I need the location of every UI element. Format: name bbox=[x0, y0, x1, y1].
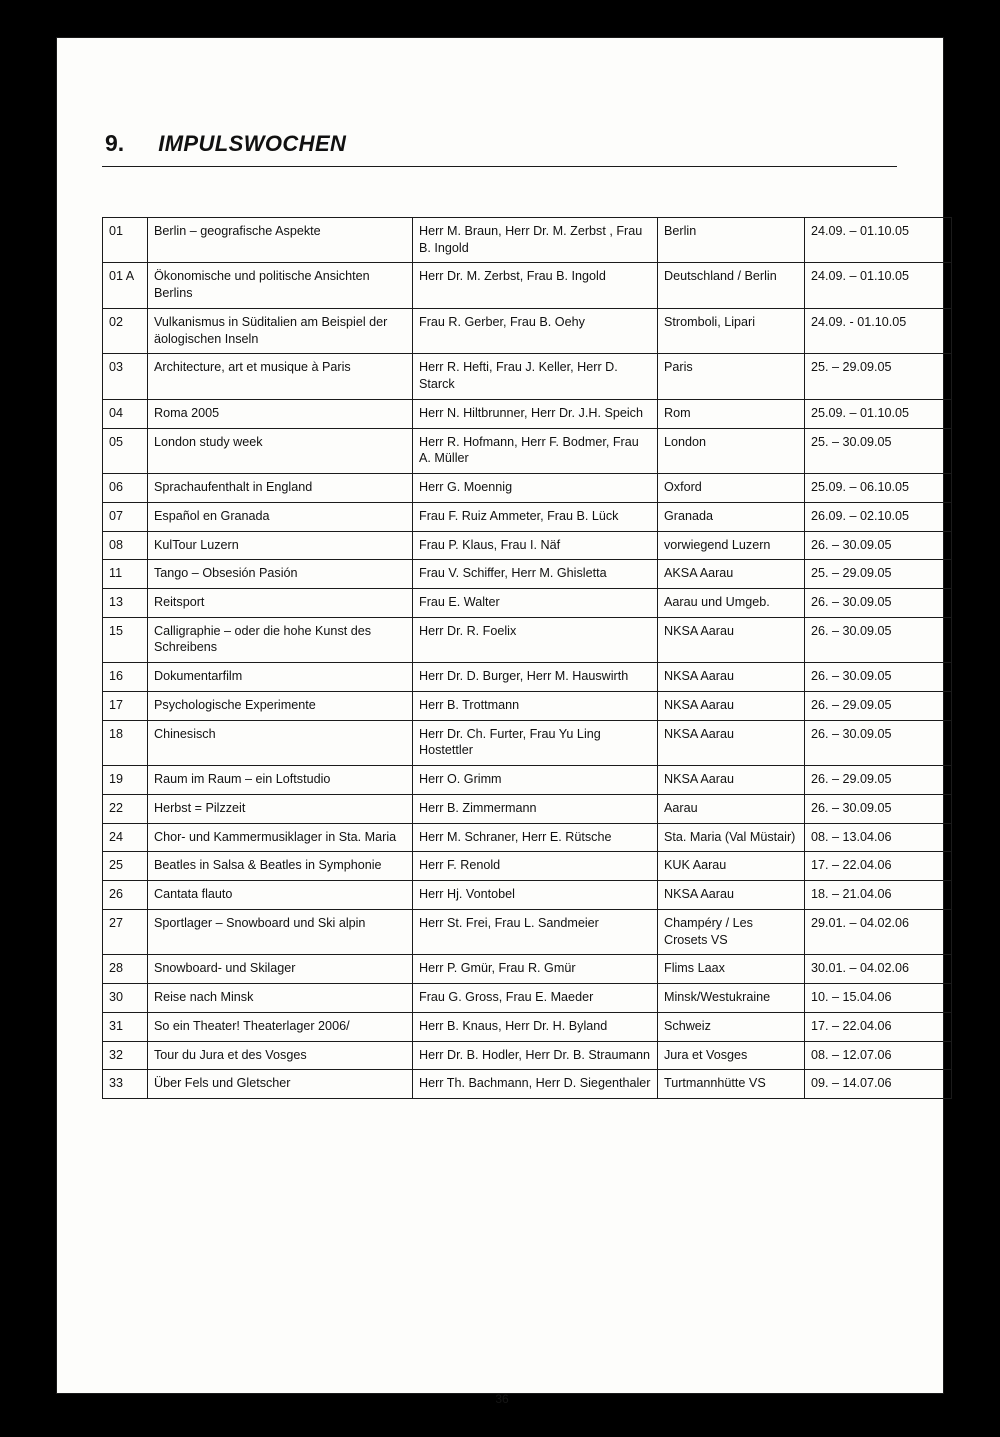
cell-location: Deutschland / Berlin bbox=[658, 263, 805, 308]
cell-number: 15 bbox=[103, 617, 148, 662]
table-row bbox=[103, 1070, 952, 1099]
cell-location: Aarau bbox=[658, 794, 805, 823]
cell-title: Psychologische Experimente bbox=[148, 691, 413, 720]
table-row bbox=[103, 984, 952, 1013]
cell-number: 22 bbox=[103, 794, 148, 823]
cell-date: 24.09. – 01.10.05 bbox=[805, 263, 952, 308]
cell-date: 25.09. – 01.10.05 bbox=[805, 399, 952, 428]
cell-location: Oxford bbox=[658, 474, 805, 503]
cell-leaders: Herr Dr. D. Burger, Herr M. Hauswirth bbox=[413, 663, 658, 692]
cell-leaders: Frau P. Klaus, Frau I. Näf bbox=[413, 531, 658, 560]
cell-number: 08 bbox=[103, 531, 148, 560]
cell-date: 26. – 30.09.05 bbox=[805, 531, 952, 560]
cell-date: 24.09. - 01.10.05 bbox=[805, 308, 952, 353]
cell-leaders: Herr St. Frei, Frau L. Sandmeier bbox=[413, 909, 658, 954]
cell-title: Raum im Raum – ein Loftstudio bbox=[148, 766, 413, 795]
cell-date: 26. – 29.09.05 bbox=[805, 691, 952, 720]
cell-location: London bbox=[658, 428, 805, 473]
cell-date: 25. – 30.09.05 bbox=[805, 428, 952, 473]
cell-location: Sta. Maria (Val Müstair) bbox=[658, 823, 805, 852]
cell-number: 07 bbox=[103, 502, 148, 531]
cell-title: Tour du Jura et des Vosges bbox=[148, 1041, 413, 1070]
table-row bbox=[103, 560, 952, 589]
cell-location: Schweiz bbox=[658, 1012, 805, 1041]
cell-location: Jura et Vosges bbox=[658, 1041, 805, 1070]
cell-date: 26.09. – 02.10.05 bbox=[805, 502, 952, 531]
cell-title: Reise nach Minsk bbox=[148, 984, 413, 1013]
cell-title: Snowboard- und Skilager bbox=[148, 955, 413, 984]
table-row bbox=[103, 1041, 952, 1070]
cell-title: Español en Granada bbox=[148, 502, 413, 531]
table-row bbox=[103, 691, 952, 720]
cell-location: NKSA Aarau bbox=[658, 720, 805, 765]
cell-title: Cantata flauto bbox=[148, 881, 413, 910]
cell-date: 25.09. – 06.10.05 bbox=[805, 474, 952, 503]
cell-title: Reitsport bbox=[148, 589, 413, 618]
cell-location: Granada bbox=[658, 502, 805, 531]
cell-location: Champéry / Les Crosets VS bbox=[658, 909, 805, 954]
cell-number: 06 bbox=[103, 474, 148, 503]
cell-location: NKSA Aarau bbox=[658, 766, 805, 795]
cell-number: 30 bbox=[103, 984, 148, 1013]
table-row bbox=[103, 852, 952, 881]
cell-leaders: Herr M. Schraner, Herr E. Rütsche bbox=[413, 823, 658, 852]
cell-location: AKSA Aarau bbox=[658, 560, 805, 589]
table-row bbox=[103, 399, 952, 428]
cell-title: London study week bbox=[148, 428, 413, 473]
table-row bbox=[103, 720, 952, 765]
cell-leaders: Herr B. Trottmann bbox=[413, 691, 658, 720]
cell-title: Chinesisch bbox=[148, 720, 413, 765]
page-number: 36 bbox=[495, 1392, 509, 1406]
cell-date: 30.01. – 04.02.06 bbox=[805, 955, 952, 984]
cell-date: 26. – 30.09.05 bbox=[805, 794, 952, 823]
document-page bbox=[57, 38, 943, 1406]
impulswochen-table bbox=[102, 217, 952, 1099]
cell-title: Vulkanismus in Süditalien am Beispiel der äologischen Inseln bbox=[148, 308, 413, 353]
cell-leaders: Herr N. Hiltbrunner, Herr Dr. J.H. Speich bbox=[413, 399, 658, 428]
cell-number: 01 bbox=[103, 218, 148, 263]
cell-number: 33 bbox=[103, 1070, 148, 1099]
table-row bbox=[103, 955, 952, 984]
table-row bbox=[103, 308, 952, 353]
cell-number: 05 bbox=[103, 428, 148, 473]
cell-title: Dokumentarfilm bbox=[148, 663, 413, 692]
table-row bbox=[103, 218, 952, 263]
cell-location: Paris bbox=[658, 354, 805, 399]
cell-title: Herbst = Pilzzeit bbox=[148, 794, 413, 823]
cell-title: Beatles in Salsa & Beatles in Symphonie bbox=[148, 852, 413, 881]
cell-leaders: Herr Dr. Ch. Furter, Frau Yu Ling Hostettler bbox=[413, 720, 658, 765]
table-body bbox=[103, 218, 952, 1099]
cell-title: KulTour Luzern bbox=[148, 531, 413, 560]
cell-date: 26. – 30.09.05 bbox=[805, 589, 952, 618]
cell-title: Tango – Obsesión Pasión bbox=[148, 560, 413, 589]
cell-leaders: Herr G. Moennig bbox=[413, 474, 658, 503]
cell-number: 18 bbox=[103, 720, 148, 765]
cell-leaders: Herr Th. Bachmann, Herr D. Siegenthaler bbox=[413, 1070, 658, 1099]
cell-leaders: Frau R. Gerber, Frau B. Oehy bbox=[413, 308, 658, 353]
table-row bbox=[103, 881, 952, 910]
cell-leaders: Herr Dr. B. Hodler, Herr Dr. B. Straumann bbox=[413, 1041, 658, 1070]
cell-number: 17 bbox=[103, 691, 148, 720]
cell-location: Minsk/Westukraine bbox=[658, 984, 805, 1013]
cell-location: Aarau und Umgeb. bbox=[658, 589, 805, 618]
cell-leaders: Frau F. Ruiz Ammeter, Frau B. Lück bbox=[413, 502, 658, 531]
cell-title: Architecture, art et musique à Paris bbox=[148, 354, 413, 399]
cell-title: Sportlager – Snowboard und Ski alpin bbox=[148, 909, 413, 954]
cell-title: Sprachaufenthalt in England bbox=[148, 474, 413, 503]
cell-number: 32 bbox=[103, 1041, 148, 1070]
cell-date: 18. – 21.04.06 bbox=[805, 881, 952, 910]
cell-location: NKSA Aarau bbox=[658, 663, 805, 692]
cell-date: 26. – 30.09.05 bbox=[805, 663, 952, 692]
cell-location: Berlin bbox=[658, 218, 805, 263]
cell-date: 08. – 12.07.06 bbox=[805, 1041, 952, 1070]
cell-location: Rom bbox=[658, 399, 805, 428]
table-row bbox=[103, 823, 952, 852]
cell-location: Turtmannhütte VS bbox=[658, 1070, 805, 1099]
cell-date: 24.09. – 01.10.05 bbox=[805, 218, 952, 263]
cell-number: 25 bbox=[103, 852, 148, 881]
cell-leaders: Herr F. Renold bbox=[413, 852, 658, 881]
cell-title: Chor- und Kammermusiklager in Sta. Maria bbox=[148, 823, 413, 852]
table-row bbox=[103, 502, 952, 531]
cell-number: 02 bbox=[103, 308, 148, 353]
cell-title: Calligraphie – oder die hohe Kunst des Schreibens bbox=[148, 617, 413, 662]
cell-leaders: Herr M. Braun, Herr Dr. M. Zerbst , Frau B. Ingold bbox=[413, 218, 658, 263]
cell-number: 26 bbox=[103, 881, 148, 910]
cell-leaders: Herr Dr. M. Zerbst, Frau B. Ingold bbox=[413, 263, 658, 308]
cell-number: 01 A bbox=[103, 263, 148, 308]
cell-number: 13 bbox=[103, 589, 148, 618]
cell-number: 16 bbox=[103, 663, 148, 692]
cell-date: 08. – 13.04.06 bbox=[805, 823, 952, 852]
cell-number: 19 bbox=[103, 766, 148, 795]
cell-date: 25. – 29.09.05 bbox=[805, 560, 952, 589]
cell-leaders: Herr B. Zimmermann bbox=[413, 794, 658, 823]
chapter-heading bbox=[102, 130, 902, 157]
cell-location: KUK Aarau bbox=[658, 852, 805, 881]
cell-location: Stromboli, Lipari bbox=[658, 308, 805, 353]
cell-leaders: Herr B. Knaus, Herr Dr. H. Byland bbox=[413, 1012, 658, 1041]
cell-date: 17. – 22.04.06 bbox=[805, 852, 952, 881]
cell-location: NKSA Aarau bbox=[658, 881, 805, 910]
cell-title: Roma 2005 bbox=[148, 399, 413, 428]
cell-title: Ökonomische und politische Ansichten Berlins bbox=[148, 263, 413, 308]
page-content bbox=[102, 130, 910, 1406]
cell-location: NKSA Aarau bbox=[658, 691, 805, 720]
cell-number: 24 bbox=[103, 823, 148, 852]
cell-leaders: Herr O. Grimm bbox=[413, 766, 658, 795]
cell-leaders: Herr P. Gmür, Frau R. Gmür bbox=[413, 955, 658, 984]
cell-number: 04 bbox=[103, 399, 148, 428]
chapter-number: 9. bbox=[105, 130, 125, 156]
cell-leaders: Herr Hj. Vontobel bbox=[413, 881, 658, 910]
heading-divider bbox=[102, 166, 897, 167]
cell-date: 17. – 22.04.06 bbox=[805, 1012, 952, 1041]
cell-date: 29.01. – 04.02.06 bbox=[805, 909, 952, 954]
cell-date: 26. – 30.09.05 bbox=[805, 617, 952, 662]
cell-title: Über Fels und Gletscher bbox=[148, 1070, 413, 1099]
table-row bbox=[103, 263, 952, 308]
cell-number: 31 bbox=[103, 1012, 148, 1041]
cell-location: Flims Laax bbox=[658, 955, 805, 984]
table-row bbox=[103, 663, 952, 692]
cell-location: vorwiegend Luzern bbox=[658, 531, 805, 560]
cell-leaders: Herr Dr. R. Foelix bbox=[413, 617, 658, 662]
cell-leaders: Herr R. Hofmann, Herr F. Bodmer, Frau A. Müller bbox=[413, 428, 658, 473]
cell-number: 28 bbox=[103, 955, 148, 984]
table-row bbox=[103, 766, 952, 795]
cell-title: Berlin – geografische Aspekte bbox=[148, 218, 413, 263]
cell-leaders: Frau G. Gross, Frau E. Maeder bbox=[413, 984, 658, 1013]
cell-number: 03 bbox=[103, 354, 148, 399]
cell-number: 11 bbox=[103, 560, 148, 589]
table-row bbox=[103, 474, 952, 503]
table-row bbox=[103, 909, 952, 954]
table-row bbox=[103, 428, 952, 473]
cell-location: NKSA Aarau bbox=[658, 617, 805, 662]
table-row bbox=[103, 354, 952, 399]
cell-title: So ein Theater! Theaterlager 2006/ bbox=[148, 1012, 413, 1041]
cell-leaders: Frau E. Walter bbox=[413, 589, 658, 618]
table-row bbox=[103, 1012, 952, 1041]
table-row bbox=[103, 794, 952, 823]
cell-date: 09. – 14.07.06 bbox=[805, 1070, 952, 1099]
page-title: IMPULSWOCHEN bbox=[158, 131, 347, 156]
cell-number: 27 bbox=[103, 909, 148, 954]
table-row bbox=[103, 589, 952, 618]
table-row bbox=[103, 531, 952, 560]
cell-date: 25. – 29.09.05 bbox=[805, 354, 952, 399]
cell-date: 26. – 29.09.05 bbox=[805, 766, 952, 795]
cell-leaders: Herr R. Hefti, Frau J. Keller, Herr D. Starck bbox=[413, 354, 658, 399]
cell-date: 26. – 30.09.05 bbox=[805, 720, 952, 765]
table-row bbox=[103, 617, 952, 662]
cell-date: 10. – 15.04.06 bbox=[805, 984, 952, 1013]
cell-leaders: Frau V. Schiffer, Herr M. Ghisletta bbox=[413, 560, 658, 589]
